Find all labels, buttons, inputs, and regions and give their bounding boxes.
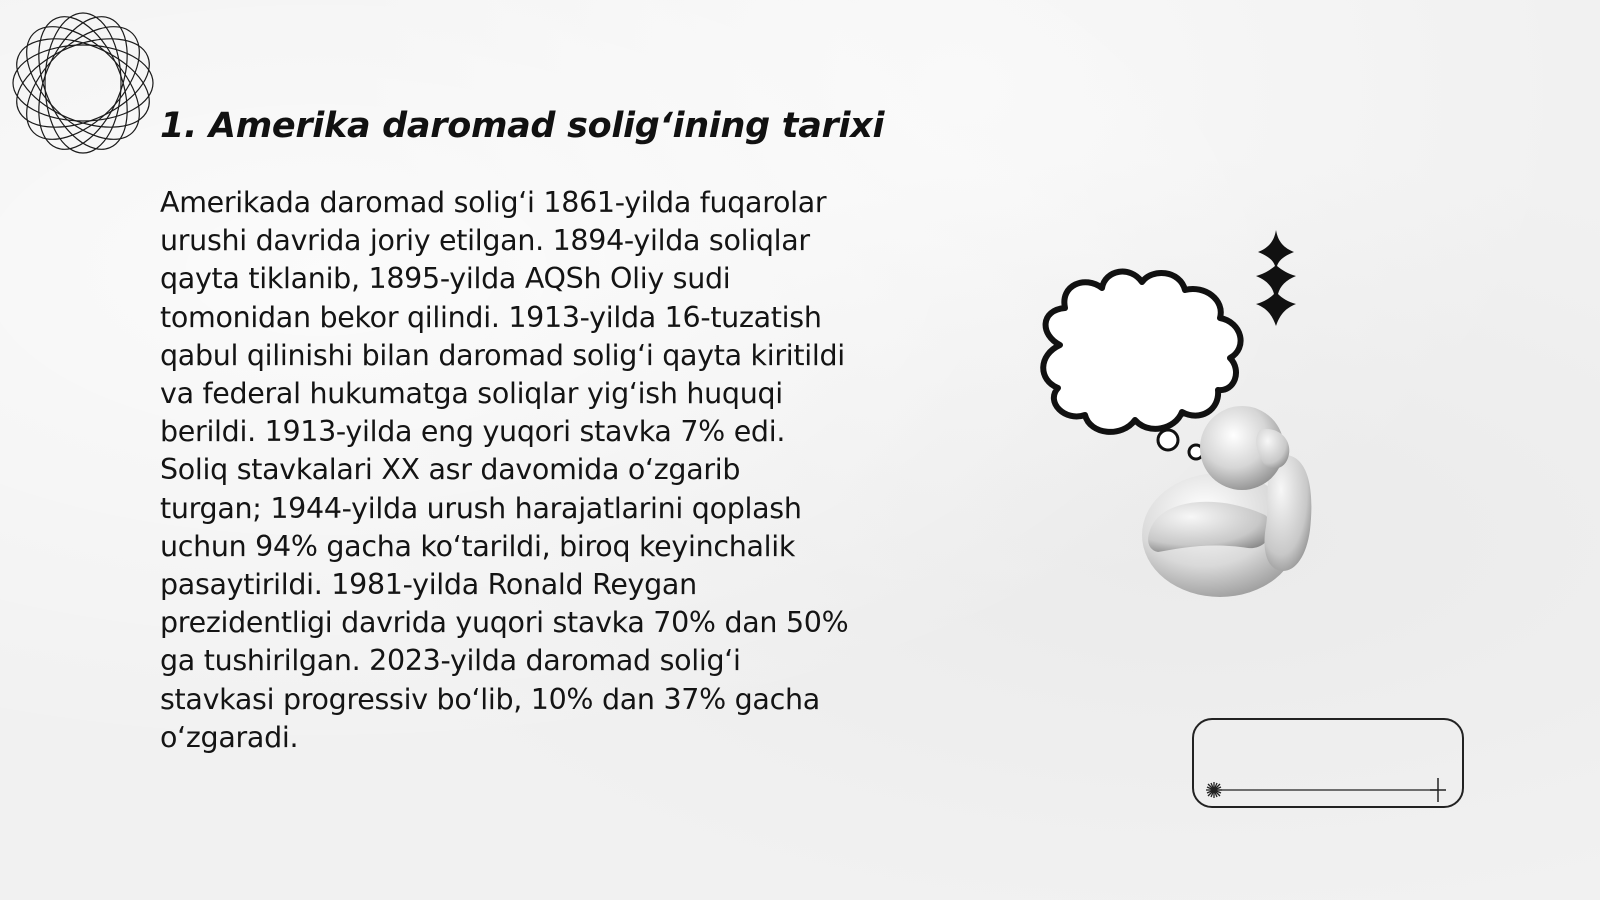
- rosette-petal: [10, 10, 156, 156]
- rosette-petal: [10, 21, 156, 145]
- thought-bubble-small: [1158, 430, 1178, 450]
- rosette-petal: [21, 10, 145, 156]
- slide-title: 1. Amerika daromad solig‘ining tarixi: [160, 106, 885, 146]
- thinking-person-icon: [1030, 230, 1350, 620]
- rosette-petal: [10, 21, 156, 145]
- burst-icon: [1206, 782, 1222, 798]
- rosette-petal: [21, 10, 145, 156]
- decorative-frame: [1192, 718, 1464, 808]
- frame-line: [1194, 720, 1466, 810]
- plus-icon: [1430, 778, 1446, 802]
- rosette-petal: [10, 10, 156, 156]
- slide-body-text: Amerikada daromad solig‘i 1861-yilda fuqarolar urushi davrida joriy etilgan. 1894-yilda soliqlar qayta tiklanib, 1895-yilda AQSh Oliy sudi tomonidan bekor qilindi. 1913-yilda 16-tuzatish qabul qilinishi bilan daromad solig‘i qayta kiritildi va federal hukumatga soliqlar yig‘ish huquqi berildi. 1913-yilda eng yuqori stavka 7% edi. Soliq stavkalari XX asr davomida o‘zgarib turgan; 1944-yilda urush harajatlarini qoplash uchun 94% gacha ko‘tarildi, biroq keyinchalik pasaytirildi. 1981-yilda Ronald Reygan prezidentligi davrida yuqori stavka 70% dan 50% ga tushirilgan. 2023-yilda daromad solig‘i stavkasi progressiv bo‘lib, 10% dan 37% gacha o‘zgaradi.: [160, 186, 849, 754]
- thought-cloud: [1043, 272, 1240, 432]
- rosette-petal: [13, 45, 153, 121]
- rosette-icon: [10, 10, 156, 156]
- sparkle-icon: [1256, 230, 1296, 326]
- rosette-petal: [45, 13, 121, 153]
